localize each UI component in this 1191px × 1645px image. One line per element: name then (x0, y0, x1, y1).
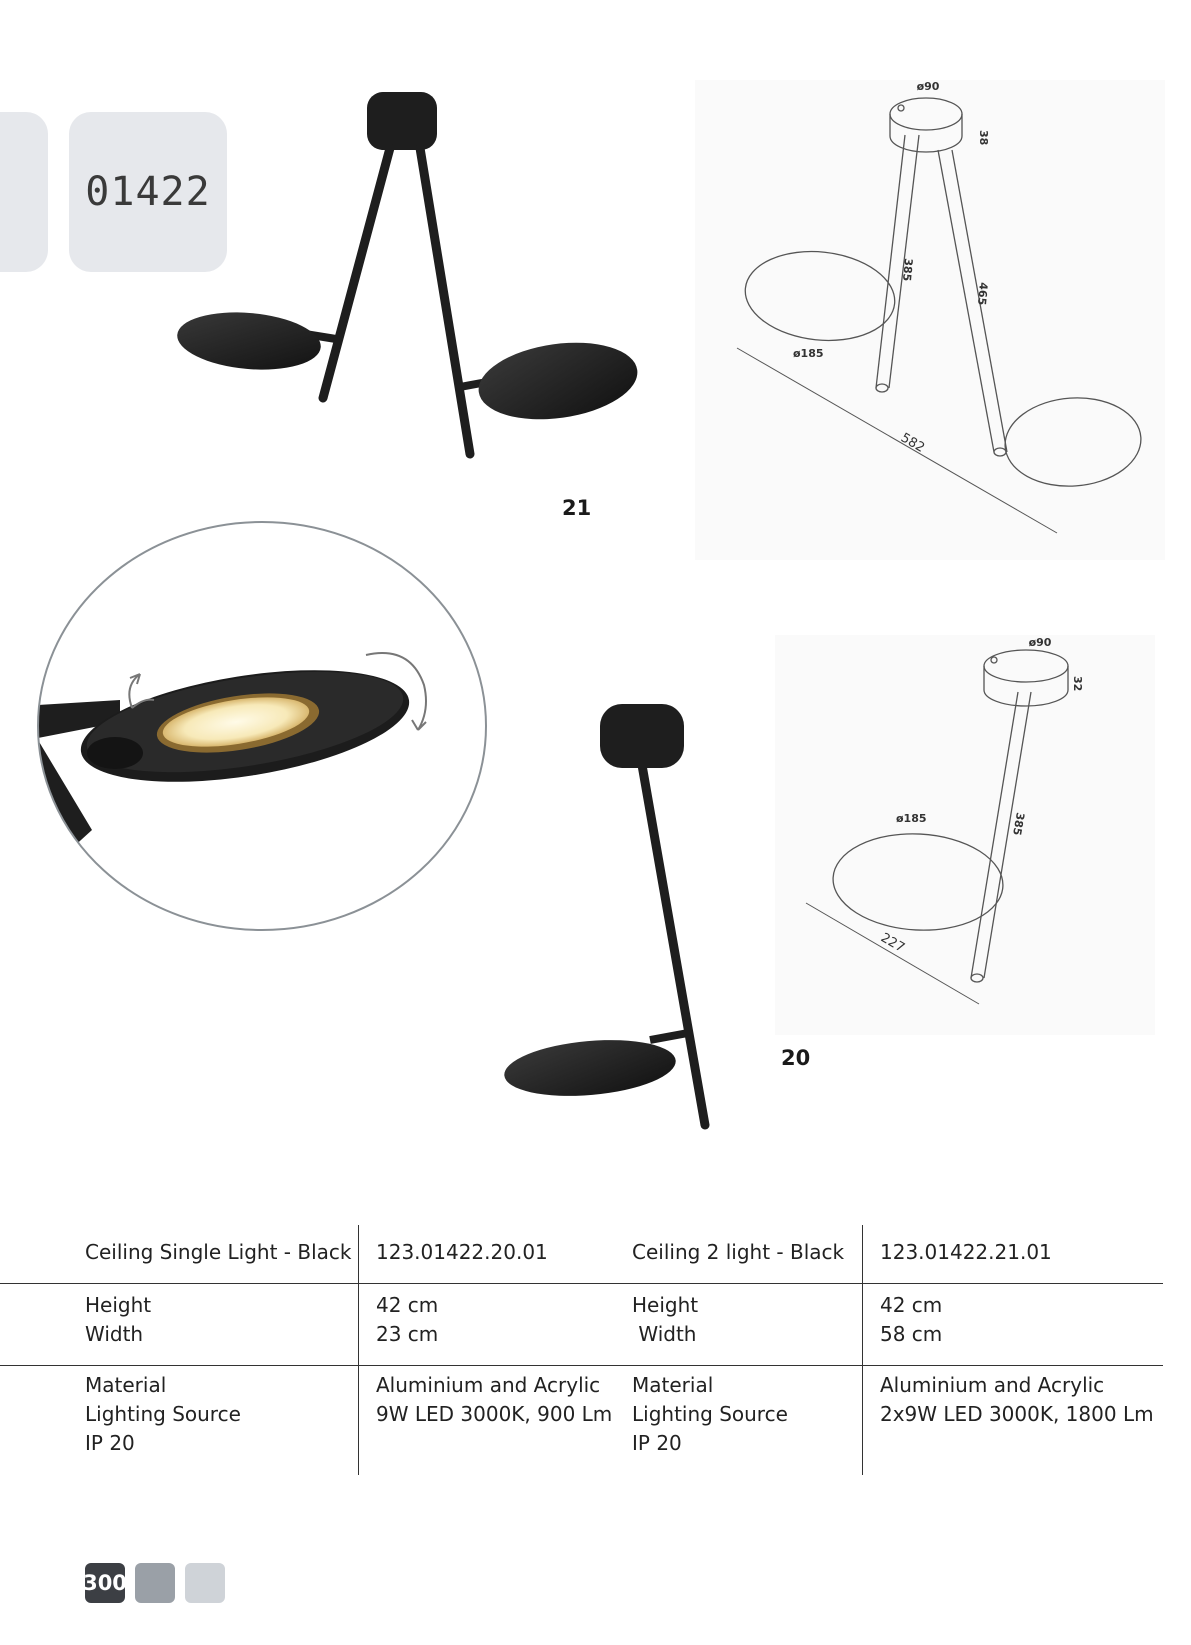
single-code: 123.01422.20.01 (376, 1240, 548, 1264)
single-material-value: Aluminium and Acrylic (376, 1373, 601, 1397)
page-number: 300 (85, 1563, 125, 1603)
single-name: Ceiling Single Light - Black (85, 1240, 352, 1264)
lamp-double-photo (175, 92, 643, 454)
double-ip-label: IP 20 (632, 1431, 682, 1455)
single-width-value: 23 cm (376, 1322, 439, 1346)
single-width-label: Width (85, 1322, 144, 1346)
lamp-single-drawing (775, 635, 1155, 1035)
single-source-label: Lighting Source (85, 1402, 241, 1426)
double-width-label: Width (632, 1322, 697, 1346)
double-source-label: Lighting Source (632, 1402, 788, 1426)
double-name: Ceiling 2 light - Black (632, 1240, 845, 1264)
single-ip-label: IP 20 (85, 1431, 135, 1455)
page-tab-light (185, 1563, 225, 1603)
double-code: 123.01422.21.01 (880, 1240, 1052, 1264)
table-divider (358, 1225, 359, 1475)
dim-single-arm: 385 (1010, 811, 1027, 837)
detail-zoom-circle (38, 520, 488, 940)
dim-double-disc: ø185 (793, 347, 824, 360)
product-code: 01422 (85, 169, 211, 215)
dim-double-arm-long: 465 (975, 281, 990, 306)
dim-double-span: 582 (898, 430, 928, 456)
lamp-double-drawing (695, 80, 1165, 560)
table-rule (0, 1365, 1163, 1366)
page-tab-mid (135, 1563, 175, 1603)
table-divider (862, 1225, 863, 1475)
variant-label-single: 20 (781, 1046, 811, 1070)
double-material-value: Aluminium and Acrylic (880, 1373, 1105, 1397)
dim-single-disc: ø185 (896, 812, 927, 825)
double-height-label: Height (632, 1293, 699, 1317)
lamp-single-photo (502, 704, 705, 1125)
dim-double-canopy-height: 38 (977, 130, 990, 146)
single-source-value: 9W LED 3000K, 900 Lm (376, 1402, 613, 1426)
single-height-label: Height (85, 1293, 152, 1317)
dim-double-arm-short: 385 (900, 257, 915, 282)
dim-double-canopy: ø90 (916, 80, 940, 93)
dim-single-span: 227 (878, 930, 908, 956)
table-rule (0, 1283, 1163, 1284)
double-material-label: Material (632, 1373, 714, 1397)
single-height-value: 42 cm (376, 1293, 439, 1317)
double-height-value: 42 cm (880, 1293, 943, 1317)
single-material-label: Material (85, 1373, 167, 1397)
double-width-value: 58 cm (880, 1322, 943, 1346)
dim-single-canopy-height: 32 (1071, 676, 1084, 692)
variant-label-double: 21 (562, 496, 592, 520)
dim-single-canopy: ø90 (1028, 636, 1052, 649)
double-source-value: 2x9W LED 3000K, 1800 Lm (880, 1402, 1154, 1426)
